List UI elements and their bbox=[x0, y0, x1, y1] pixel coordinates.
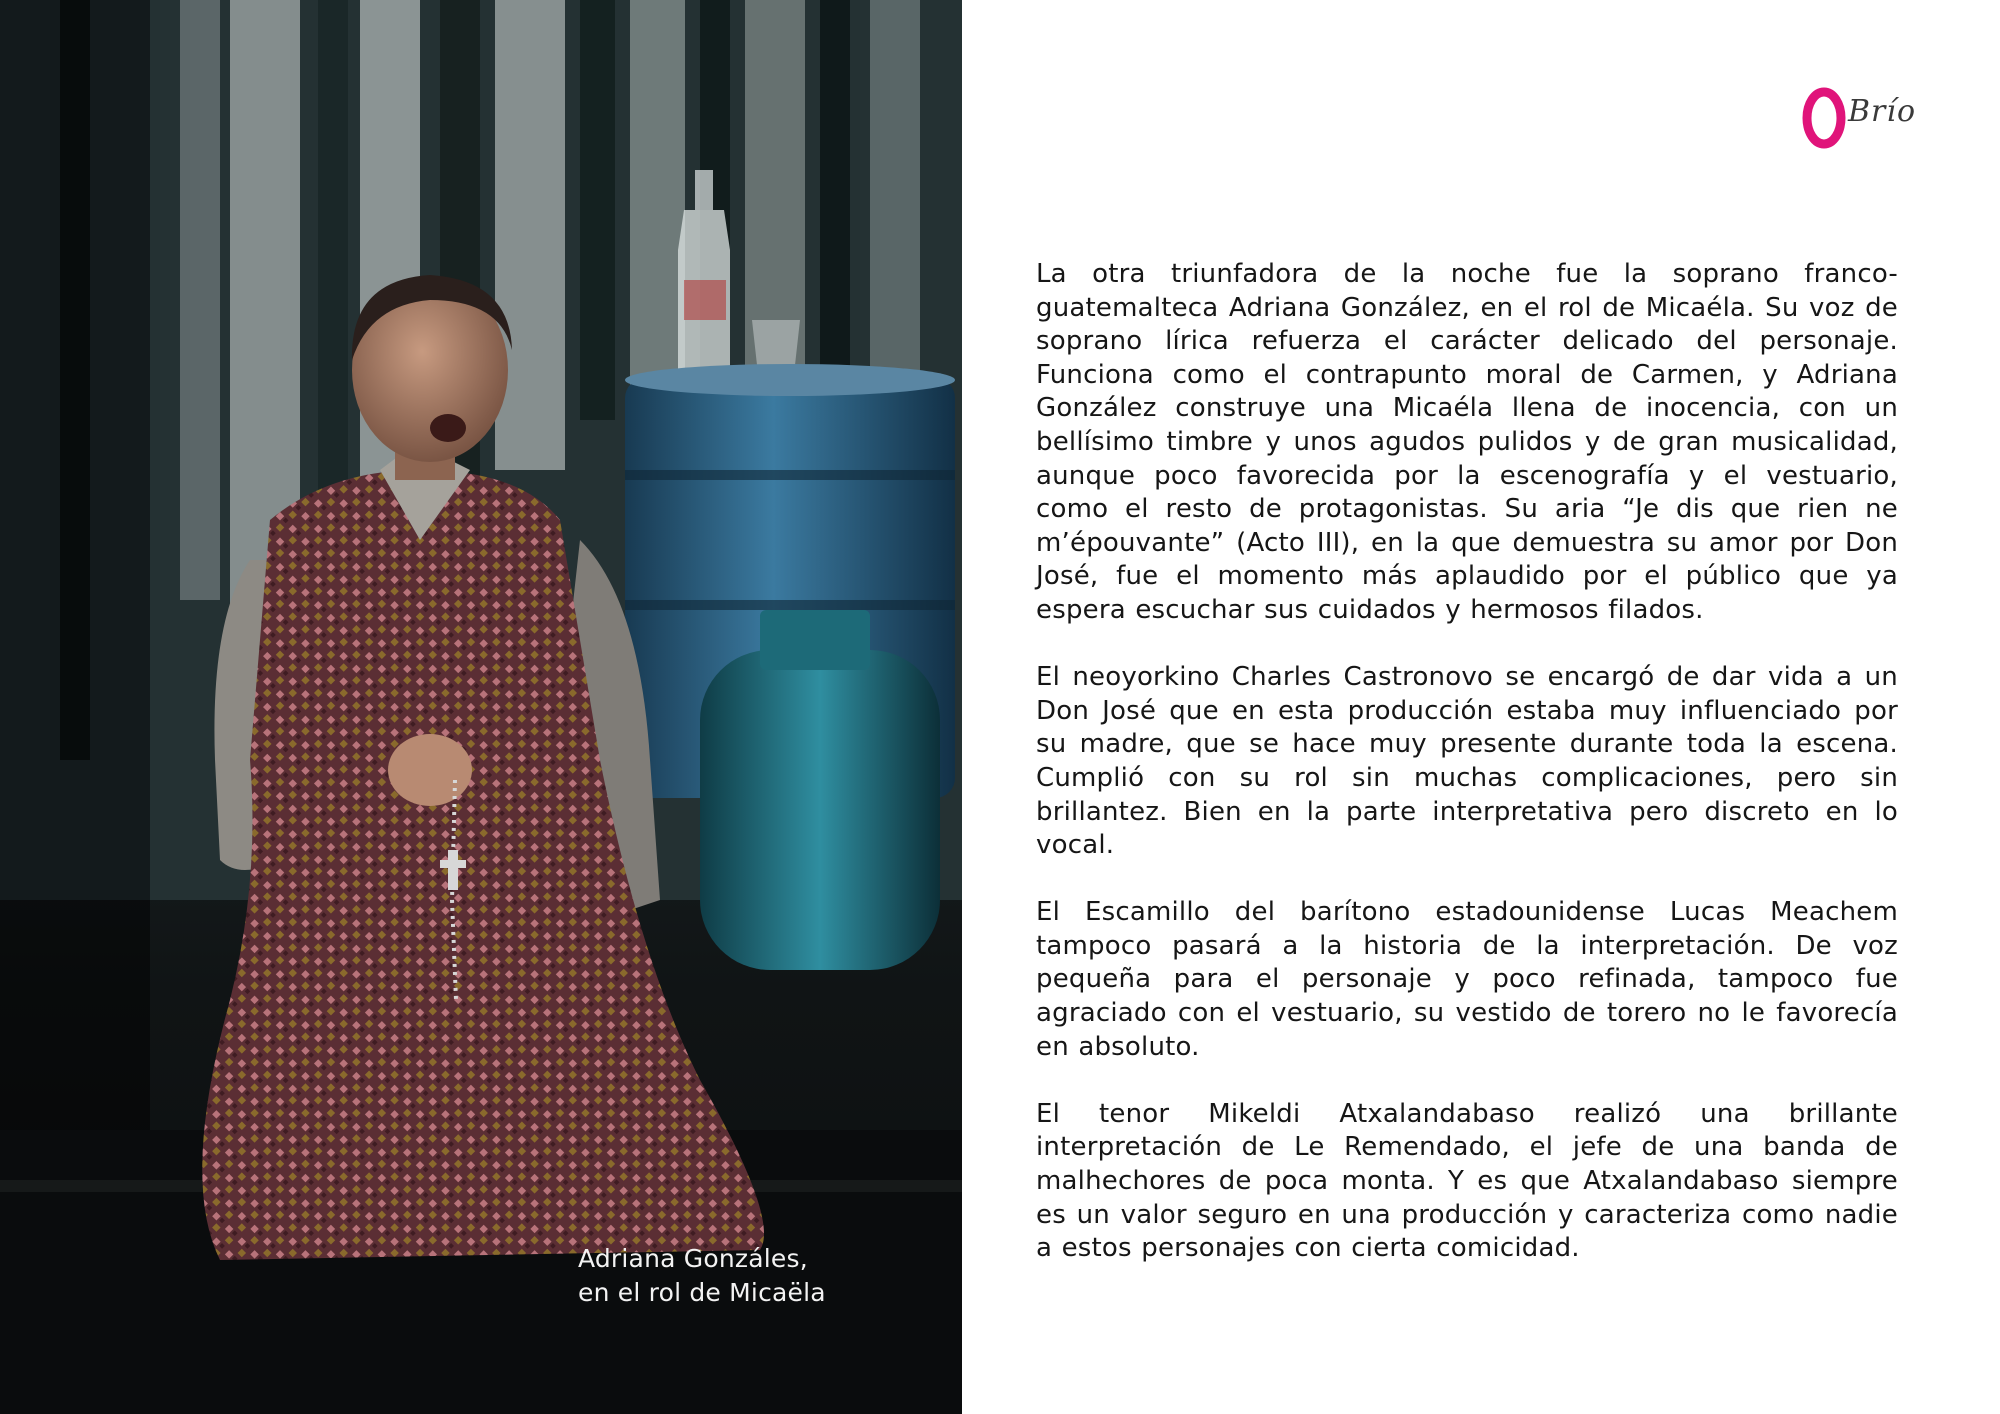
paragraph-don-jose: El neoyorkino Charles Castronovo se encargó de dar vida a un Don José que en esta producción estaba muy influenciado por su madre, que se hace muy presente durante toda la escena. Cumplió con su rol sin muchas complicaciones, pero sin brillantez. Bien en la parte interpretativa pero discreto en lo vocal. bbox=[1036, 662, 1898, 861]
paragraph-escamillo: El Escamillo del barítono estadounidense Lucas Meachem tampoco pasará a la historia de la interpretación. De voz pequeña para el personaje y poco refinada, tampoco fue agraciado con el vestuario, su vestido de torero no le favorecía en absoluto. bbox=[1036, 897, 1898, 1062]
paragraph-micaela: La otra triunfadora de la noche fue la soprano franco-guatemalteca Adriana González, en el rol de Micaéla. Su voz de soprano lírica refuerza el carácter delicado del personaje. Funciona como el contrapunto moral de Carmen, y Adriana González construye una Micaéla llena de inocencia, con un bellísimo timbre y unos agudos pulidos y de gran musicalidad, aunque poco favorecida por la escenografía y el vestuario, como el resto de protagonistas. Su aria “Je dis que rien ne m’épouvante” (Acto III), en la que demuestra su amor por Don José, fue el momento más aplaudido por el público que ya espera escuchar sus cuidados y hermosos filados. bbox=[1036, 259, 1898, 625]
photo-scene bbox=[0, 0, 962, 1414]
brio-logo-mark bbox=[1800, 80, 1850, 150]
gas-tank bbox=[700, 610, 940, 970]
performance-photo bbox=[0, 0, 962, 1414]
caption-line-1: Adriana Gonzáles, bbox=[578, 1244, 808, 1273]
caption-line-2: en el rol de Micaëla bbox=[578, 1278, 826, 1307]
paragraph-remendado: El tenor Mikeldi Atxalandabaso realizó una brillante interpretación de Le Remendado, el jefe de una banda de malhechores de poca monta. Y es que Atxalandabaso siempre es un valor seguro en una producción y caracteriza como nadie a estos personajes con cierta comicidad. bbox=[1036, 1098, 1898, 1264]
article-body bbox=[1036, 258, 1898, 1299]
photo-caption bbox=[578, 1242, 938, 1310]
brio-logo bbox=[1800, 80, 1950, 152]
brio-logo-text: Brío bbox=[1848, 94, 1917, 129]
